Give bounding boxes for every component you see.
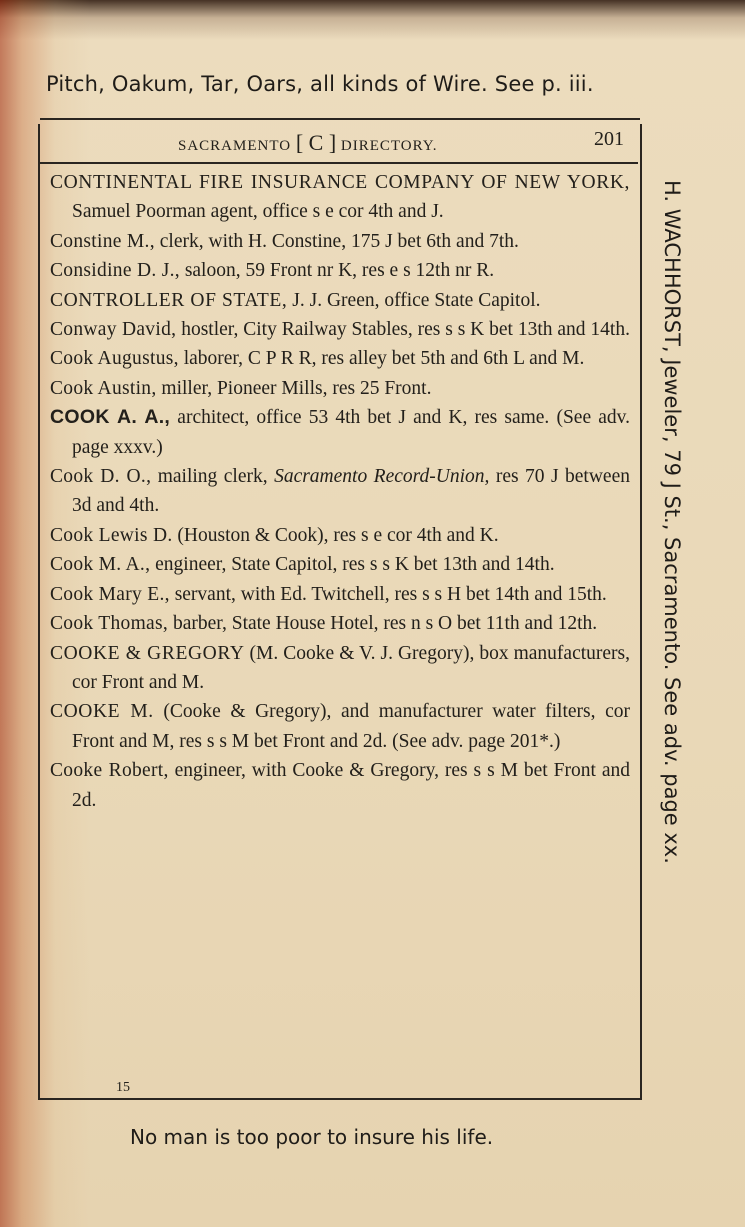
entry-name: Cook Austin,: [50, 377, 157, 399]
directory-entry: [50, 580, 630, 609]
entry-text: laborer, C P R R, res alley bet 5th and 6th L and M.: [178, 348, 585, 370]
entry-text: J. J. Green, office State Capitol.: [287, 289, 541, 311]
directory-entry: [50, 168, 630, 227]
directory-entry: [50, 256, 630, 285]
top-advertisement: Pitch, Oakum, Tar, Oars, all kinds of Wire. See p. iii.: [46, 72, 594, 96]
entry-name: Cook Thomas,: [50, 613, 169, 635]
header-city: SACRAMENTO: [178, 138, 292, 154]
bottom-advertisement: No man is too poor to insure his life.: [130, 1125, 494, 1149]
entry-italic-text: Sacramento Record-Union,: [274, 466, 490, 488]
directory-entry: [50, 462, 630, 521]
entry-name: Cook Lewis D.: [50, 524, 173, 546]
side-advertisement: H. WACHHORST, Jeweler, 79 J St., Sacramento. See adv. page xx.: [660, 180, 684, 864]
directory-entry: [50, 374, 630, 403]
directory-entries: [50, 168, 630, 815]
entry-name: COOKE & GREGORY: [50, 642, 245, 664]
entry-name: Cooke Robert,: [50, 760, 169, 782]
directory-entry: [50, 756, 630, 815]
signature-mark: 15: [116, 1080, 130, 1095]
entry-name: Constine M.,: [50, 230, 155, 252]
entry-text: Samuel Poorman agent, office s e cor 4th and J.: [72, 201, 444, 223]
entry-text: (M. Cooke & V. J. Gregory), box manufacturers, cor Front and M.: [72, 642, 630, 693]
entry-name: Considine D. J.,: [50, 260, 180, 282]
entry-text: res 70 J between 3d and 4th.: [72, 466, 630, 517]
entry-text: engineer, with Cooke & Gregory, res s s M bet Front and 2d.: [72, 760, 630, 811]
directory-entry: [50, 697, 630, 756]
top-rule: [40, 118, 640, 120]
entry-name: Cook D. O.,: [50, 466, 152, 488]
directory-entry: [50, 550, 630, 579]
entry-text: servant, with Ed. Twitchell, res s s H bet 14th and 15th.: [169, 583, 607, 605]
directory-entry: [50, 639, 630, 698]
directory-entry: [50, 521, 630, 550]
page-number: 201: [594, 128, 624, 150]
entry-name: CONTROLLER OF STATE,: [50, 289, 288, 311]
entry-text: engineer, State Capitol, res s s K bet 13th and 14th.: [150, 554, 555, 576]
running-header: [38, 124, 638, 164]
entry-text: saloon, 59 Front nr K, res e s 12th nr R.: [179, 260, 495, 282]
entry-name: Cook Augustus,: [50, 348, 179, 370]
directory-entry: [50, 315, 630, 344]
header-letter: [ C ]: [295, 130, 337, 155]
directory-entry: [50, 227, 630, 256]
directory-entry: [50, 609, 630, 638]
entry-name: COOKE M.: [50, 701, 154, 723]
entry-text: mailing clerk,: [151, 466, 275, 488]
header-title: DIRECTORY.: [340, 138, 438, 154]
directory-entry: [50, 344, 630, 373]
directory-entry: [50, 286, 630, 315]
entry-name: Cook Mary E.,: [50, 583, 170, 605]
entry-text: clerk, with H. Constine, 175 J bet 6th and 7th.: [154, 230, 519, 252]
entry-text: barber, State House Hotel, res n s O bet 11th and 12th.: [168, 613, 598, 635]
entry-text: architect, office 53 4th bet J and K, res same. (See adv. page xxxv.): [72, 407, 631, 458]
header-title-group: [178, 130, 437, 156]
entry-text: (Cooke & Gregory), and manufacturer water filters, cor Front and M, res s s M bet Front and 2d. (See adv. page 201*.): [72, 701, 630, 752]
entry-name: COOK A. A.,: [50, 406, 171, 429]
entry-text: hostler, City Railway Stables, res s s K bet 13th and 14th.: [176, 319, 630, 341]
entry-name: Cook M. A.,: [50, 554, 151, 576]
entry-text: miller, Pioneer Mills, res 25 Front.: [156, 377, 432, 399]
entry-name: Conway David,: [50, 319, 177, 341]
entry-name: CONTINENTAL FIRE INSURANCE COMPANY OF NEW YORK,: [50, 172, 630, 193]
directory-entry: [50, 403, 630, 462]
entry-text: (Houston & Cook), res s e cor 4th and K.: [172, 524, 499, 546]
